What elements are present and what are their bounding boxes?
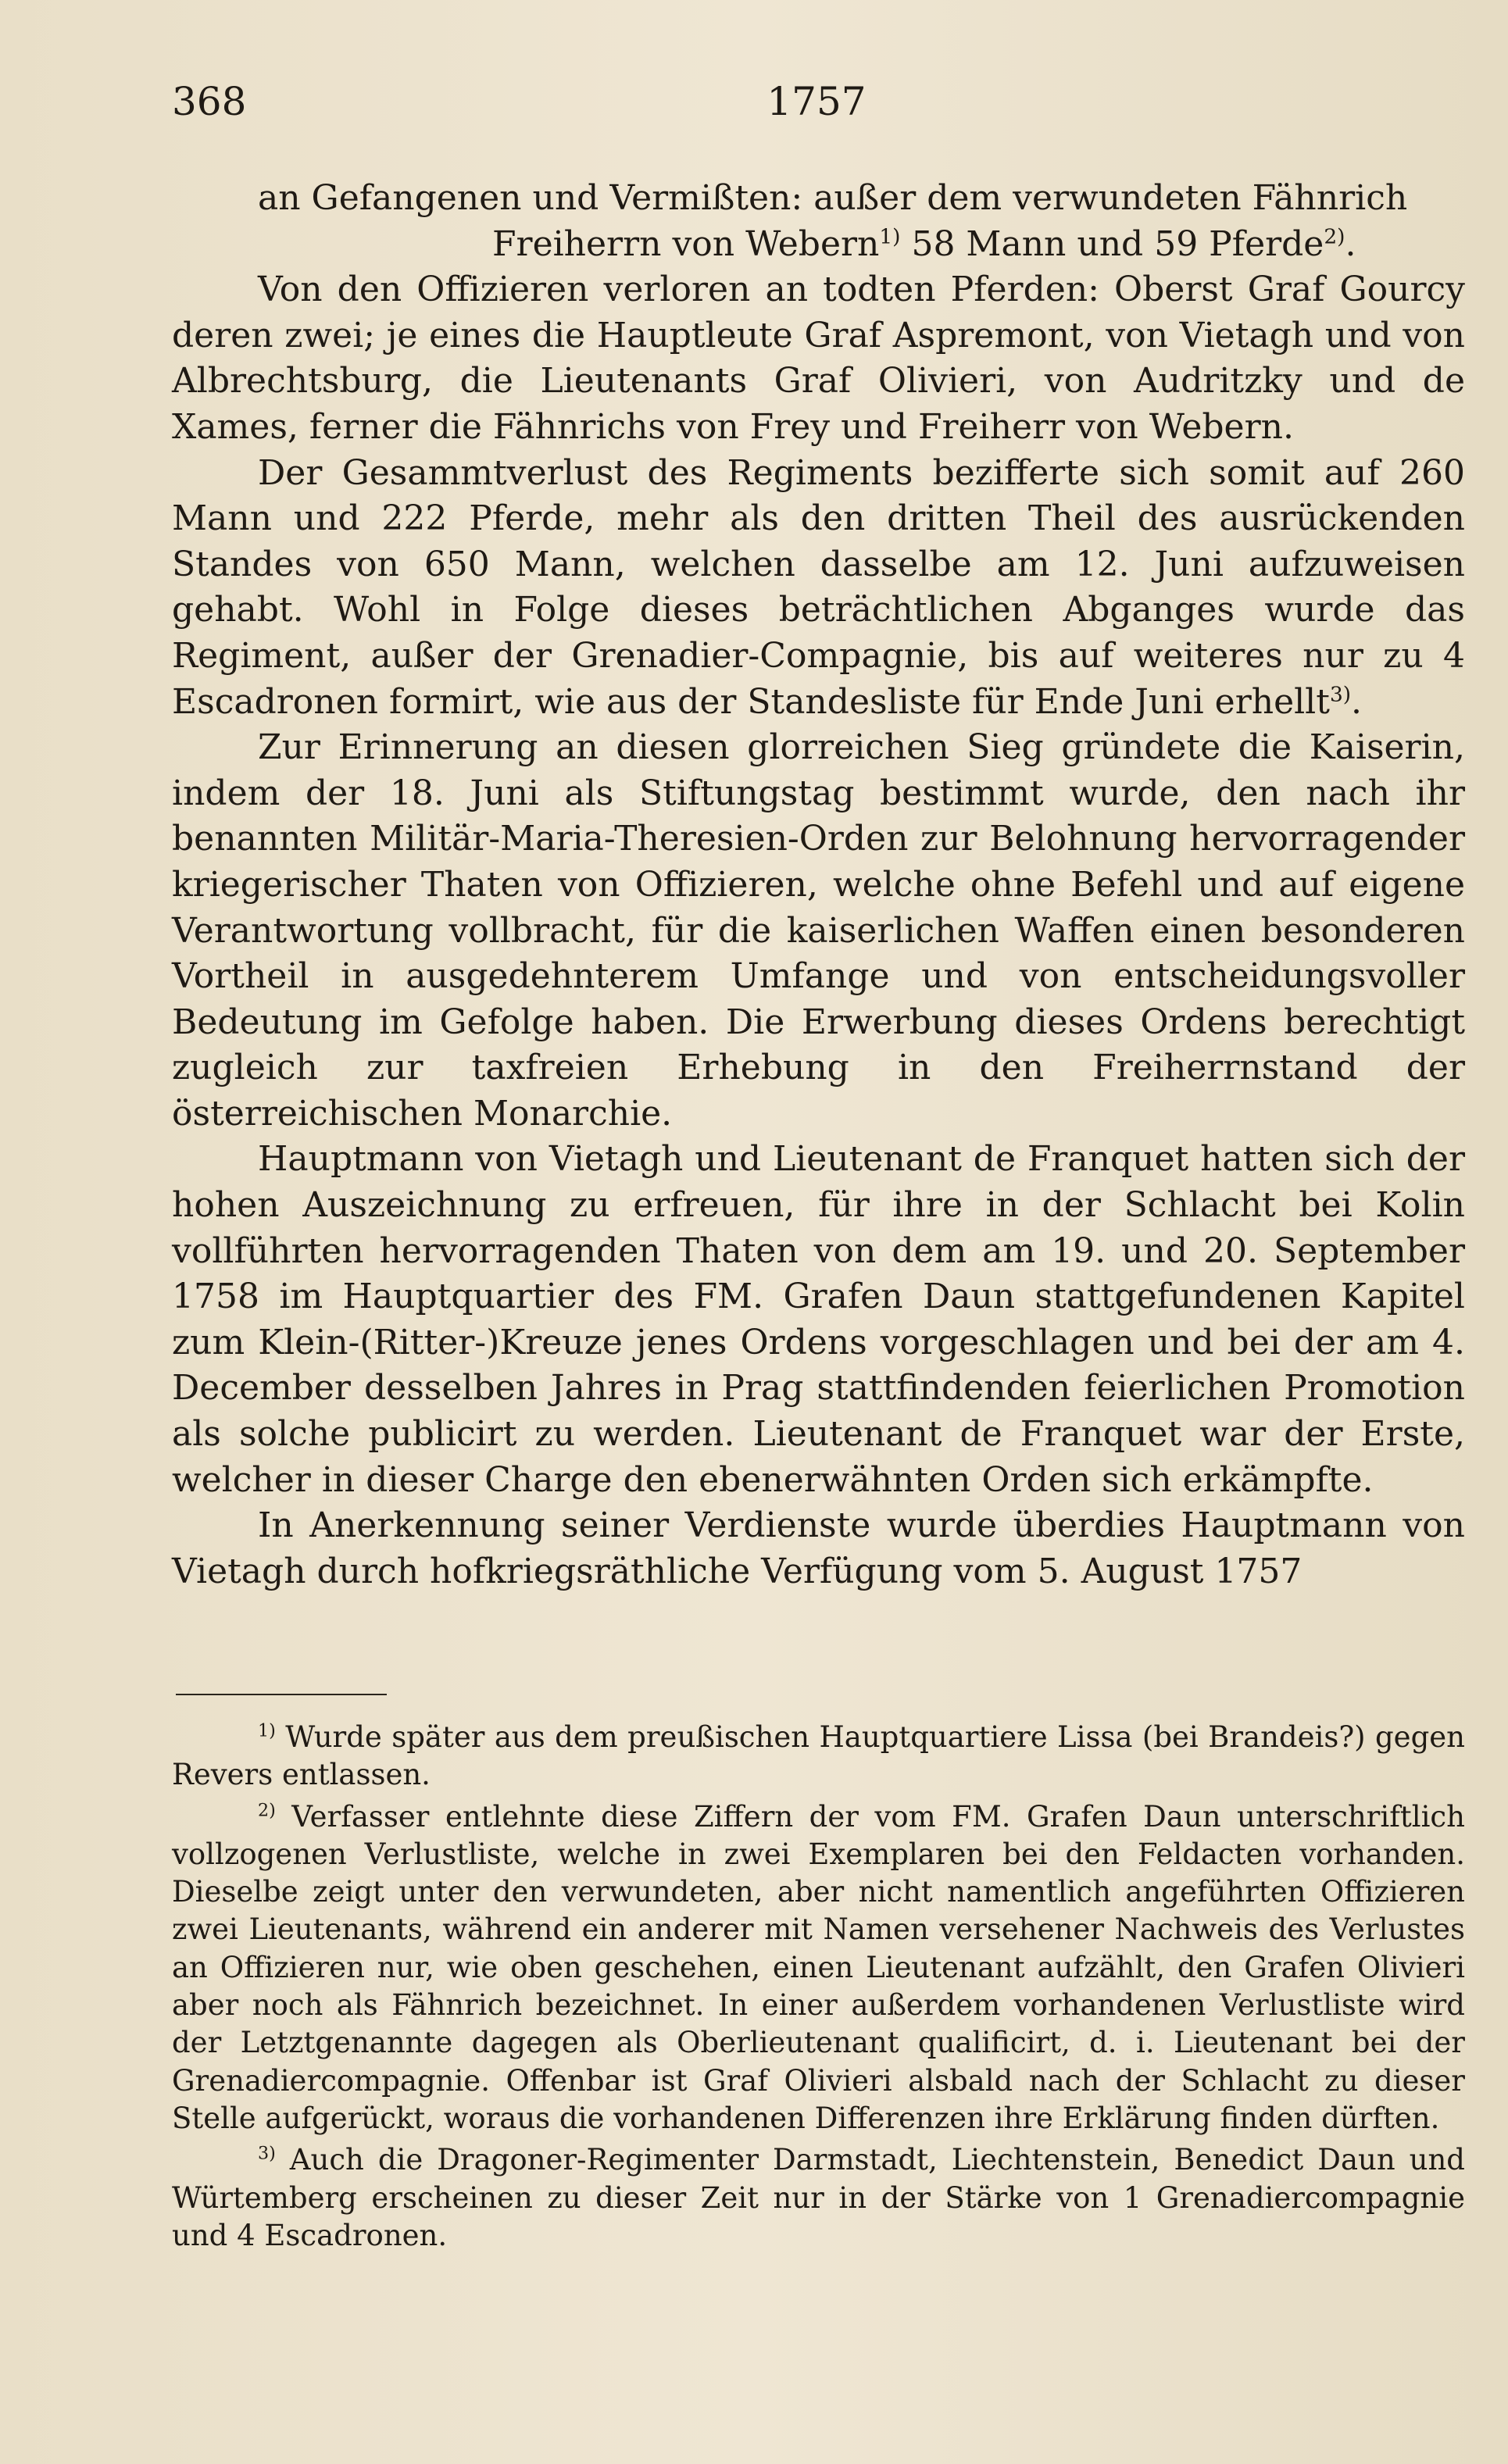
footnote-ref-1: 1) (879, 223, 901, 248)
paragraph: Der Gesammtverlust des Regiments bezifferte sich somit auf 260 Mann und 222 Pferde, mehr als den dritten Theil des ausrückenden Standes von 650 Mann, welchen dasselbe am 12. Juni aufzuweisen gehabt. Wohl in Folge dieses beträchtlichen Abganges wurde das Regiment, außer der Grenadier-Compagnie, bis auf weiteres nur zu 4 Escadronen formirt, wie aus der Standesliste für Ende Juni erhellt$^{3)}$. (172, 452, 1465, 722)
running-title: 1757 (767, 79, 867, 124)
main-text (172, 176, 1465, 1594)
page-header (172, 74, 1461, 129)
footnote-2: $^{2)}$ Verfasser entlehnte diese Ziffern der vom FM. Grafen Daun unterschriftlich vollzogenen Verlustliste, welche in zwei Exemplaren bei den Feldacten vorhanden. Dieselbe zeigt unter den verwundeten, aber nicht namentlich angeführten Offizieren zwei Lieutenants, während ein anderer mit Namen versehener Nachweis des Verlustes an Offizieren nur, wie oben geschehen, einen Lieutenant aufzählt, den Grafen Olivieri aber noch als Fähnrich bezeichnet. In einer außerdem vorhandenen Verlustliste wird der Letztgenannte dagegen als Oberlieutenant qualificirt, d. i. Lieutenant bei der Grenadiercompagnie. Offenbar ist Graf Olivieri alsbald nach der Schlacht zu dieser Stelle aufgerückt, woraus die vorhandenen Differenzen ihre Erklärung finden dürften. (172, 1799, 1465, 2135)
footnote-ref-3: 3) (1329, 681, 1352, 706)
footnotes (172, 1719, 1465, 2259)
footnote-3: $^{3)}$ Auch die Dragoner-Regimenter Darmstadt, Liechtenstein, Benedict Daun und Würtemberg erscheinen zu dieser Zeit nur in der Stärke von 1 Grenadiercompagnie und 4 Escadronen. (172, 2143, 1465, 2252)
paragraph: Von den Offizieren verloren an todten Pferden: Oberst Graf Gourcy deren zwei; je eines die Hauptleute Graf Aspremont, von Vietagh und von Albrechtsburg, die Lieutenants Graf Olivieri, von Audritzky und de Xames, ferner die Fähnrichs von Frey und Freiherr von Webern. (172, 270, 1465, 447)
paragraph: In Anerkennung seiner Verdienste wurde überdies Hauptmann von Vietagh durch hofkriegsräthliche Verfügung vom 5. August 1757 (172, 1505, 1465, 1591)
paragraph-continuation: an Gefangenen und Vermißten: außer dem verwundeten Fähnrich (258, 178, 1408, 218)
footnote-divider (176, 1694, 387, 1695)
page-number: 368 (172, 79, 247, 124)
paragraph: Hauptmann von Vietagh und Lieutenant de Franquet hatten sich der hohen Auszeichnung zu erfreuen, für ihre in der Schlacht bei Kolin vollführten hervorragenden Thaten von dem am 19. und 20. September 1758 im Hauptquartier des FM. Grafen Daun stattgefundenen Kapitel zum Klein-(Ritter-)Kreuze jenes Ordens vorgeschlagen und bei der am 4. December desselben Jahres in Prag stattfindenden feierlichen Promotion als solche publicirt zu werden. Lieutenant de Franquet war der Erste, welcher in dieser Charge den ebenerwähnten Orden sich erkämpfte. (172, 1139, 1465, 1500)
paragraph-continuation-2: Freiherrn von Webern$^{1)}$ 58 Mann und 59 Pferde$^{2)}$. (492, 223, 1356, 264)
footnote-1: $^{1)}$ Wurde später aus dem preußischen Hauptquartiere Lissa (bei Brandeis?) gegen Revers entlassen. (172, 1720, 1465, 1792)
footnote-ref-2: 2) (1324, 223, 1345, 248)
paragraph: Zur Erinnerung an diesen glorreichen Sieg gründete die Kaiserin, indem der 18. Juni als Stiftungstag bestimmt wurde, den nach ihr benannten Militär-Maria-Theresien-Orden zur Belohnung hervorragender kriegerischer Thaten von Offizieren, welche ohne Befehl und auf eigene Verantwortung vollbracht, für die kaiserlichen Waffen einen besonderen Vortheil in ausgedehnterem Umfange und von entscheidungsvoller Bedeutung im Gefolge haben. Die Erwerbung dieses Ordens berechtigt zugleich zur taxfreien Erhebung in den Freiherrnstand der österreichischen Monarchie. (172, 727, 1465, 1134)
